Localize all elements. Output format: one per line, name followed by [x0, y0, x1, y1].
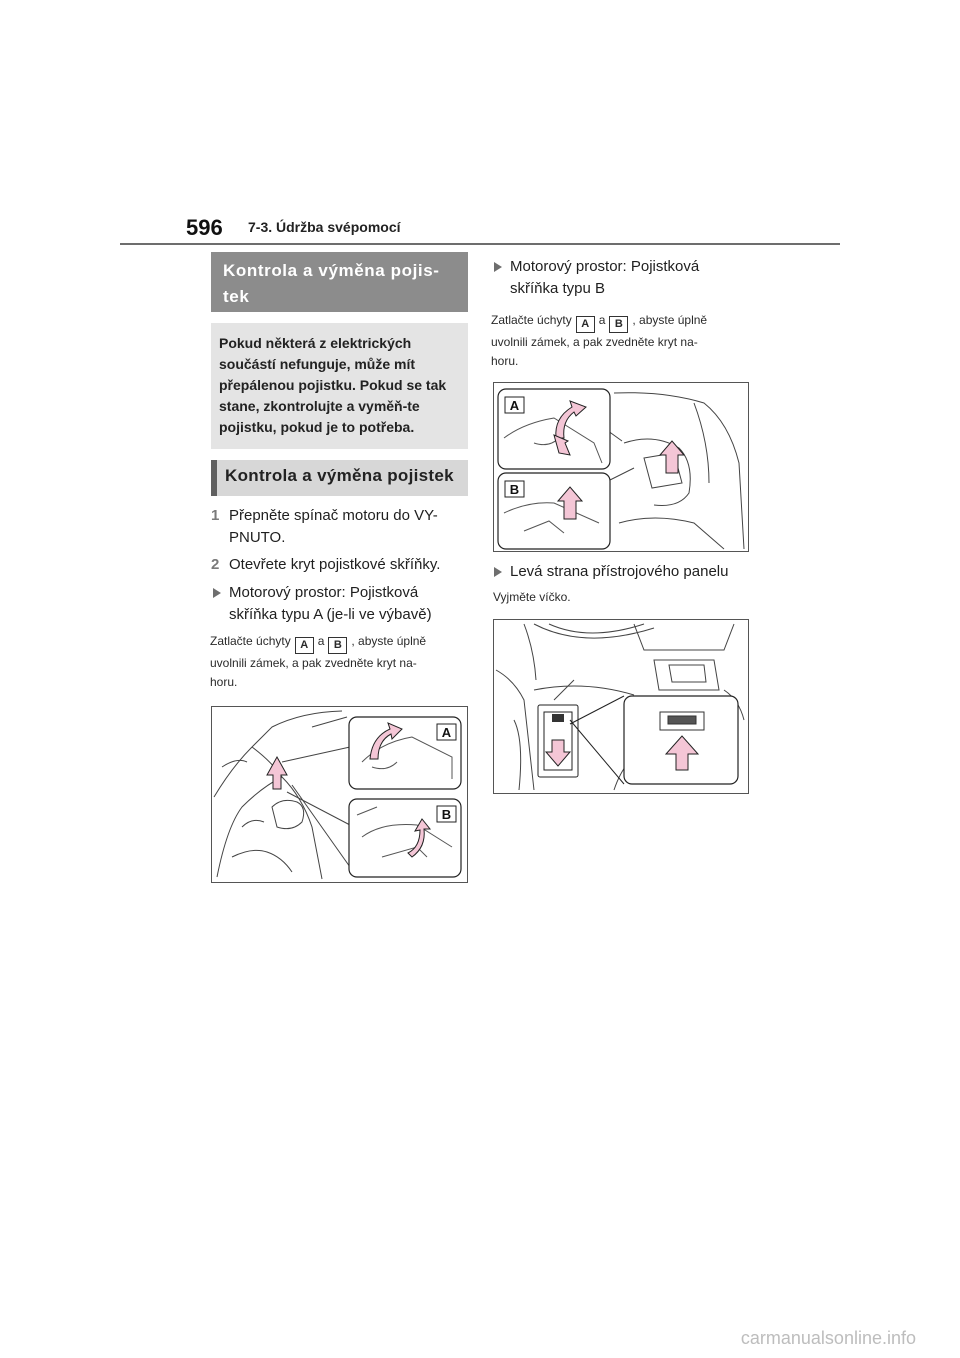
instruction-c: Vyjměte víčko. — [493, 590, 571, 604]
instr-line-2: uvolnili zámek, a pak zvedněte kryt na- — [210, 656, 417, 670]
figure-label-a: A — [509, 398, 520, 413]
banner-line-1: Kontrola a výměna pojis- — [223, 261, 440, 280]
triangle-bullet-icon — [213, 588, 221, 598]
instruction-a — [210, 632, 472, 692]
bullet-text: Motorový prostor: Pojistková skříňka typu B — [510, 258, 700, 297]
step-1 — [211, 505, 468, 549]
badge-b: B — [328, 637, 347, 654]
figure-fusebox-type-a — [211, 706, 468, 883]
instr-text: a — [598, 313, 606, 327]
header-divider — [120, 243, 840, 245]
triangle-bullet-icon — [494, 262, 502, 272]
intro-text: Pokud některá z elektrických součástí nefunguje, může mít přepálenou pojistku. Pokud se tak stane, zkontrolujte a vyměň-te pojistku, pokud je to potřeba. — [219, 335, 447, 435]
instr-text: Zatlačte úchyty — [210, 634, 291, 648]
engine-compartment-illustration — [212, 707, 467, 882]
instr-text: a — [317, 634, 325, 648]
figure-instrument-panel — [493, 619, 749, 794]
instr-line-3: horu. — [210, 675, 238, 689]
figure-label-a: A — [441, 725, 452, 740]
triangle-bullet-icon — [494, 567, 502, 577]
page-number: 596 — [186, 215, 223, 240]
intro-note — [211, 323, 468, 449]
instr-text: , abyste úplně — [351, 634, 427, 648]
subsection-title: Kontrola a výměna pojistek — [211, 460, 468, 496]
section-banner-title — [211, 252, 468, 312]
step-text: Otevřete kryt pojistkové skříňky. — [229, 556, 441, 573]
instrument-panel-illustration — [494, 620, 748, 793]
instruction-b — [491, 311, 753, 371]
engine-compartment-illustration — [494, 383, 748, 551]
badge-a: A — [295, 637, 314, 654]
bullet-text: Motorový prostor: Pojistková skříňka typu A (je-li ve výbavě) — [229, 584, 432, 623]
step-number: 1 — [211, 507, 220, 524]
watermark: carmanualsonline.info — [740, 1328, 916, 1348]
bullet-fusebox-b — [494, 256, 751, 300]
step-2 — [211, 554, 468, 576]
badge-a: A — [576, 316, 595, 333]
figure-fusebox-type-b — [493, 382, 749, 552]
step-number: 2 — [211, 556, 220, 573]
step-text: Přepněte spínač motoru do VY- PNUTO. — [229, 507, 438, 546]
section-label: 7-3. Údržba svépomocí — [248, 219, 401, 235]
instr-text: Zatlačte úchyty — [491, 313, 572, 327]
badge-b: B — [609, 316, 628, 333]
bullet-text: Levá strana přístrojového panelu — [510, 563, 729, 580]
bullet-fusebox-a — [213, 582, 470, 626]
instr-text: , abyste úplně — [632, 313, 708, 327]
bullet-instrument-panel — [494, 561, 751, 583]
figure-label-b: B — [441, 807, 452, 822]
banner-line-2: tek — [223, 287, 250, 306]
instr-line-3: horu. — [491, 354, 519, 368]
figure-label-b: B — [509, 482, 520, 497]
instr-line-2: uvolnili zámek, a pak zvedněte kryt na- — [491, 335, 698, 349]
